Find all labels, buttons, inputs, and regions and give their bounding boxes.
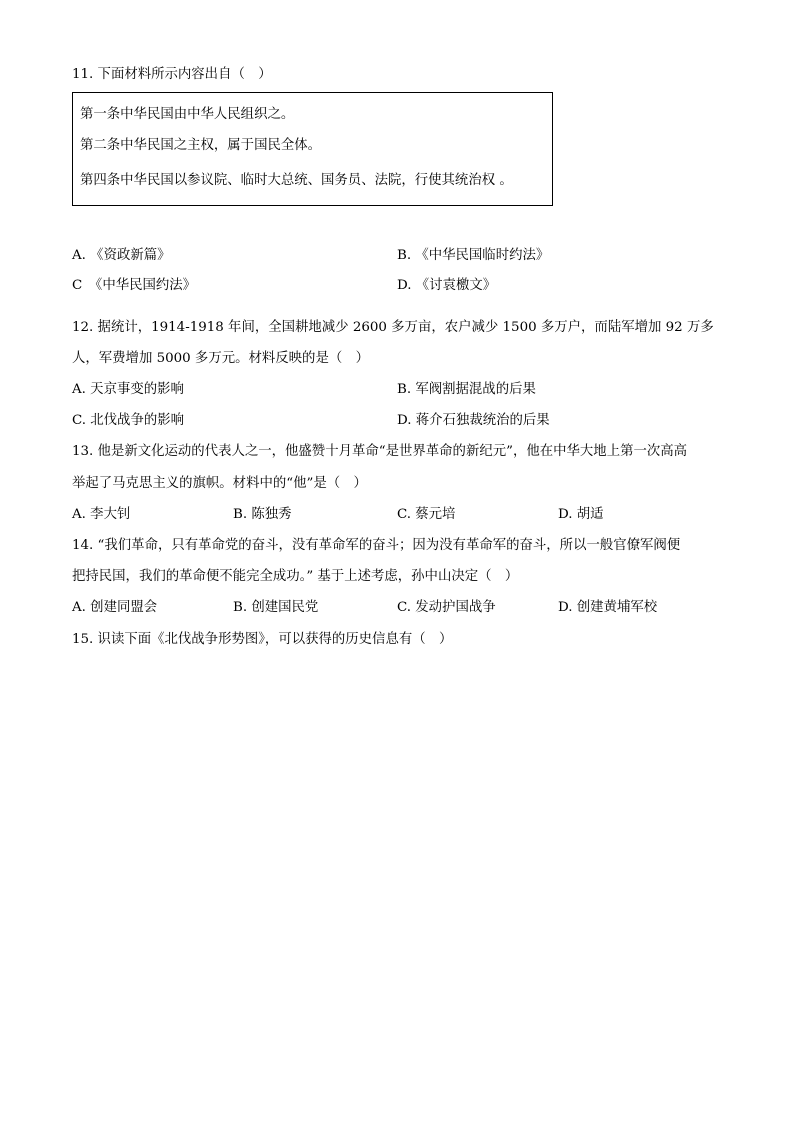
question-13-stem-line-1: 13. 他是新文化运动的代表人之一，他盛赞十月革命“是世界革命的新纪元”，他在中华大地上第一次高高	[72, 444, 688, 459]
q12-option-a: A. 天京事变的影响	[72, 382, 184, 397]
material-line-3: 第四条中华民国以参议院、临时大总统、国务员、法院，行使其统治权 。	[80, 173, 513, 188]
material-line-2: 第二条中华民国之主权，属于国民全体。	[80, 138, 322, 153]
q12-option-c: C. 北伐战争的影响	[72, 413, 185, 428]
q11-option-c: C 《中华民国约法》	[72, 278, 197, 293]
q13-option-c: C. 蔡元培	[397, 507, 456, 522]
question-11-stem: 11. 下面材料所示内容出自（ ）	[72, 67, 272, 82]
q14-option-a: A. 创建同盟会	[72, 600, 158, 615]
q11-option-d: D. 《讨袁檄文》	[397, 278, 497, 293]
q13-option-d: D. 胡适	[558, 507, 604, 522]
q14-option-b: B. 创建国民党	[233, 600, 319, 615]
q11-option-b: B. 《中华民国临时约法》	[397, 248, 550, 263]
q14-option-d: D. 创建黄埔军校	[558, 600, 658, 615]
q11-option-a: A. 《资政新篇》	[72, 248, 171, 263]
q13-option-a: A. 李大钊	[72, 507, 131, 522]
question-12-stem-line-1: 12. 据统计，1914-1918 年间，全国耕地减少 2600 多万亩，农户减少 1500 多万户，而陆军增加 92 万多	[72, 320, 714, 335]
question-14-stem-line-1: 14. “我们革命，只有革命党的奋斗，没有革命军的奋斗；因为没有革命军的奋斗，所以一般官僚军阀便	[72, 538, 681, 553]
question-14-stem-line-2: 把持民国，我们的革命便不能完全成功。” 基于上述考虑，孙中山决定（ ）	[72, 569, 519, 584]
q14-option-c: C. 发动护国战争	[397, 600, 496, 615]
material-line-1: 第一条中华民国由中华人民组织之。	[80, 107, 295, 122]
question-15-stem: 15. 识读下面《北伐战争形势图》，可以获得的历史信息有（ ）	[72, 632, 453, 647]
q12-option-d: D. 蒋介石独裁统治的后果	[397, 413, 550, 428]
q13-option-b: B. 陈独秀	[233, 507, 292, 522]
q12-option-b: B. 军阀割据混战的后果	[397, 382, 536, 397]
question-13-stem-line-2: 举起了马克思主义的旗帜。材料中的“他”是（ ）	[72, 476, 367, 491]
question-12-stem-line-2: 人，军费增加 5000 多万元。材料反映的是（ ）	[72, 351, 370, 366]
